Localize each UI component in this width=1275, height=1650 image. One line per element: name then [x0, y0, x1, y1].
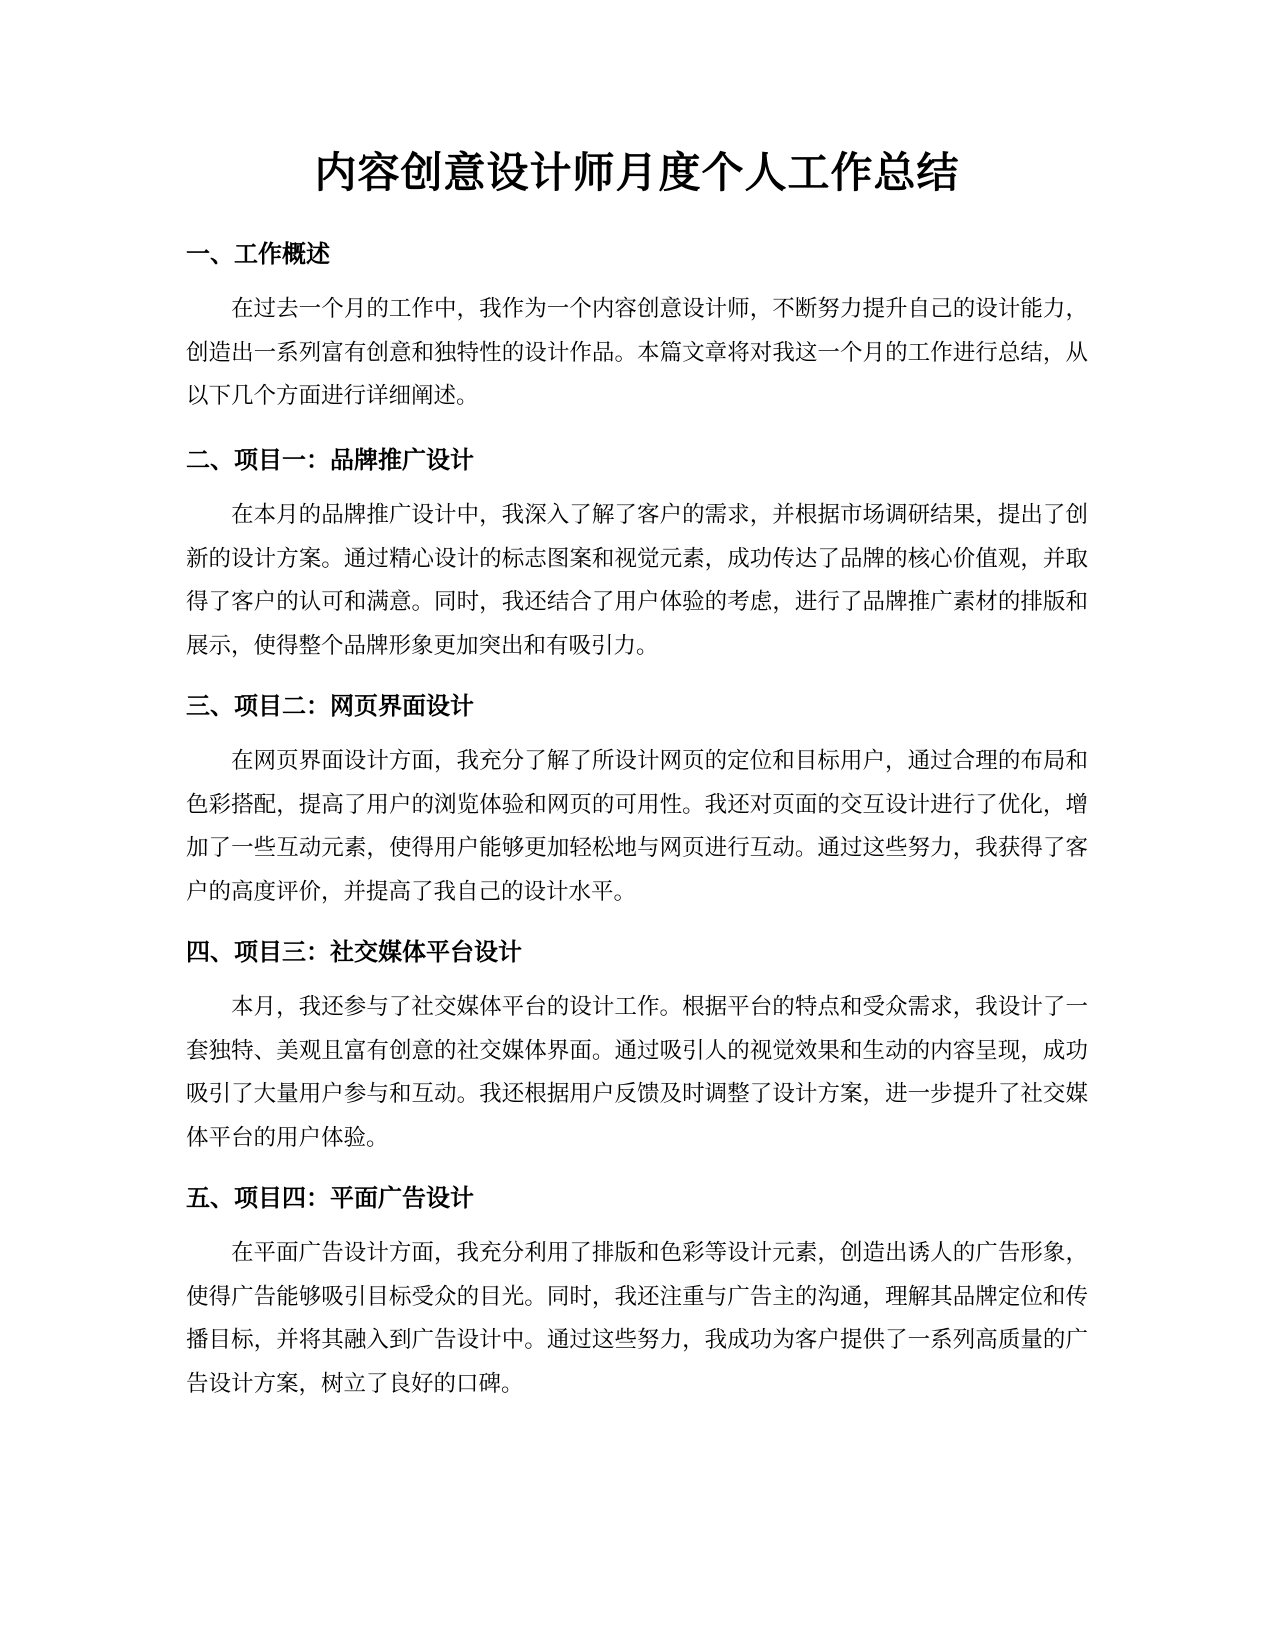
section-paragraph: 在网页界面设计方面，我充分了解了所设计网页的定位和目标用户，通过合理的布局和色彩搭配，提高了用户的浏览体验和网页的可用性。我还对页面的交互设计进行了优化，增加了一些互动元素，使得用户能够更加轻松地与网页进行互动。通过这些努力，我获得了客户的高度评价，并提高了我自己的设计水平。: [186, 748, 1088, 905]
section-heading: 三、项目二：网页界面设计: [186, 692, 474, 720]
section-heading: 五、项目四：平面广告设计: [186, 1184, 474, 1212]
section-paragraph: 在本月的品牌推广设计中，我深入了解了客户的需求，并根据市场调研结果，提出了创新的设计方案。通过精心设计的标志图案和视觉元素，成功传达了品牌的核心价值观，并取得了客户的认可和满意。同时，我还结合了用户体验的考虑，进行了品牌推广素材的排版和展示，使得整个品牌形象更加突出和有吸引力。: [186, 502, 1088, 659]
document-title: 内容创意设计师月度个人工作总结: [314, 148, 960, 197]
section-paragraph: 在平面广告设计方面，我充分利用了排版和色彩等设计元素，创造出诱人的广告形象，使得广告能够吸引目标受众的目光。同时，我还注重与广告主的沟通，理解其品牌定位和传播目标，并将其融入到广告设计中。通过这些努力，我成功为客户提供了一系列高质量的广告设计方案，树立了良好的口碑。: [186, 1240, 1088, 1397]
document-page: [186, 0, 1088, 1650]
section-paragraph: 在过去一个月的工作中，我作为一个内容创意设计师，不断努力提升自己的设计能力，创造出一系列富有创意和独特性的设计作品。本篇文章将对我这一个月的工作进行总结，从以下几个方面进行详细阐述。: [186, 296, 1088, 409]
section-brand-promotion-design: [186, 444, 1088, 668]
section-heading: 四、项目三：社交媒体平台设计: [186, 938, 522, 966]
section-heading: 一、工作概述: [186, 240, 330, 268]
section-web-interface-design: [186, 690, 1088, 914]
section-paragraph: 本月，我还参与了社交媒体平台的设计工作。根据平台的特点和受众需求，我设计了一套独特、美观且富有创意的社交媒体界面。通过吸引人的视觉效果和生动的内容呈现，成功吸引了大量用户参与和互动。我还根据用户反馈及时调整了设计方案，进一步提升了社交媒体平台的用户体验。: [186, 994, 1088, 1151]
section-work-overview: [186, 238, 1088, 419]
section-social-media-design: [186, 936, 1088, 1160]
section-print-ad-design: [186, 1182, 1088, 1406]
section-heading: 二、项目一：品牌推广设计: [186, 446, 474, 474]
